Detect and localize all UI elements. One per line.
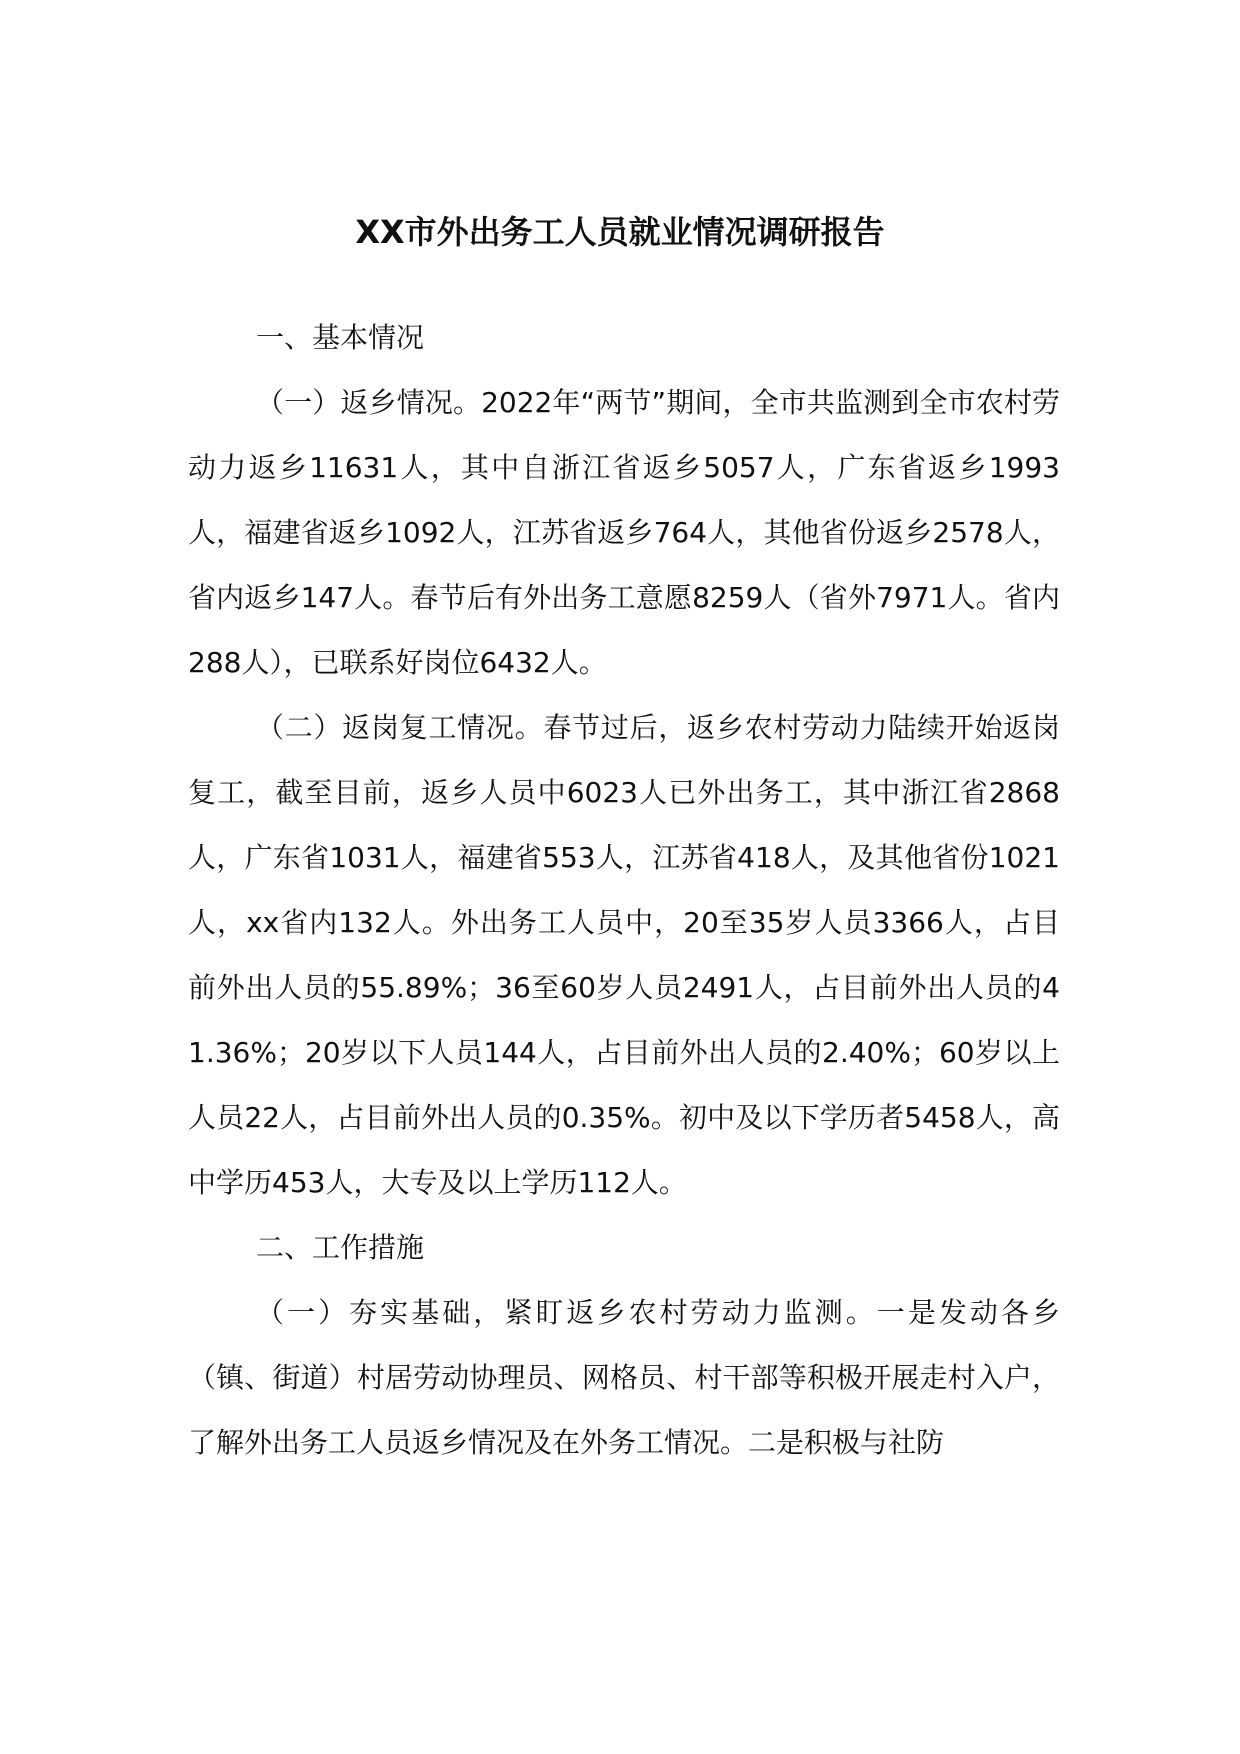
paragraph-return-home: （一）返乡情况。2022年“两节”期间，全市共监测到全市农村劳动力返乡11631人，其中自浙江省返乡5057人，广东省返乡1993人，福建省返乡1092人，江苏省返乡764人，其他省份返乡2578人，省内返乡147人。春节后有外出务工意愿8259人（省外7971人。省内288人），已联系好岗位6432人。 [188,386,1060,679]
paragraph-monitoring: （一）夯实基础，紧盯返乡农村劳动力监测。一是发动各乡（镇、街道）村居劳动协理员、网格员、村干部等积极开展走村入户，了解外出务工人员返乡情况及在外务工情况。二是积极与社防 [188,1296,1060,1459]
paragraph-return-to-work: （二）返岗复工情况。春节过后，返乡农村劳动力陆续开始返岗复工，截至目前，返乡人员中6023人已外出务工，其中浙江省2868人，广东省1031人，福建省553人，江苏省418人，及其他省份1021人，xx省内132人。外出务工人员中，20至35岁人员3366人，占目前外出人员的55.89%；36至60岁人员2491人，占目前外出人员的41.36%；20岁以下人员144人，占目前外出人员的2.40%；60岁以上人员22人，占目前外出人员的0.35%。初中及以下学历者5458人，高中学历453人，大专及以上学历112人。 [188,711,1060,1199]
section-heading-work-measures: 二、工作措施 [256,1231,425,1264]
section-heading-basic-situation: 一、基本情况 [256,321,425,354]
document-body [188,305,1060,1475]
document-title: XX市外出务工人员就业情况调研报告 [355,213,885,251]
